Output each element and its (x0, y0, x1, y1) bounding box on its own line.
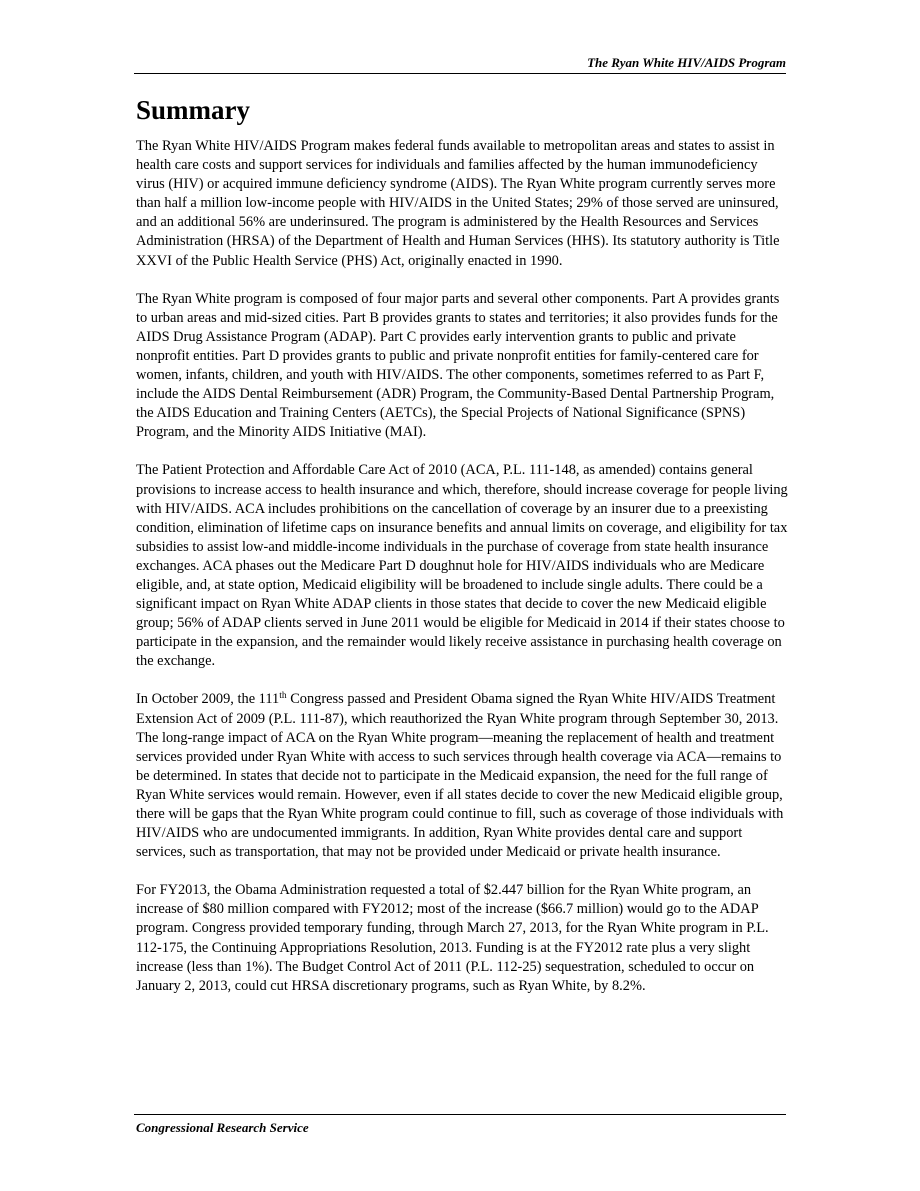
paragraph-4 (136, 690, 788, 862)
paragraph-4-lead: In October 2009, the 111 (136, 691, 280, 708)
running-footer: Congressional Research Service (136, 1120, 309, 1135)
footer-divider (134, 1114, 786, 1115)
paragraph-3: The Patient Protection and Affordable Care Act of 2010 (ACA, P.L. 111-148, as amended) contains general provisions to increase access to health insurance and which, therefore, should increase coverage for people living with HIV/AIDS. ACA includes prohibitions on the cancellation of coverage by an insurer due to a preexisting condition, elimination of lifetime caps on insurance benefits and annual limits on coverage, and eligibility for tax subsidies to assist low-and middle-income individuals in the purchase of coverage from state health insurance exchanges. ACA phases out the Medicare Part D doughnut hole for HIV/AIDS individuals who are Medicare eligible, and, at state option, Medicaid eligibility will be broadened to include single adults. There could be a significant impact on Ryan White ADAP clients in those states that decide to cover the new Medicaid eligible group; 56% of ADAP clients served in June 2011 would be eligible for Medicaid in 2014 if their states choose to participate in the expansion, and the remainder would likely receive assistance in purchasing health coverage on the exchange. (136, 462, 788, 670)
header-divider (134, 73, 786, 74)
page-title: Summary (136, 95, 250, 125)
paragraph-1: The Ryan White HIV/AIDS Program makes federal funds available to metropolitan areas and states to assist in health care costs and support services for individuals and families affected by the human immunodeficiency virus (HIV) or acquired immune deficiency syndrome (AIDS). The Ryan White program currently serves more than half a million low-income people with HIV/AIDS in the United States; 29% of those served are uninsured, and an additional 56% are underinsured. The program is administered by the Health Resources and Services Administration (HRSA) of the Department of Health and Human Services (HHS). Its statutory authority is Title XXVI of the Public Health Service (PHS) Act, originally enacted in 1990. (136, 138, 780, 269)
paragraph-5: For FY2013, the Obama Administration requested a total of $2.447 billion for the Ryan White program, an increase of $80 million compared with FY2012; most of the increase ($66.7 million) would go to the ADAP program. Congress provided temporary funding, through March 27, 2013, for the Ryan White program in P.L. 112-175, the Continuing Appropriations Resolution, 2013. Funding is at the FY2012 rate plus a very slight increase (less than 1%). The Budget Control Act of 2011 (P.L. 112-25) sequestration, scheduled to occur on January 2, 2013, could cut HRSA discretionary programs, such as Ryan White, by 8.2%. (136, 882, 769, 994)
summary-body (136, 137, 788, 1015)
ordinal-superscript: th (279, 691, 287, 702)
paragraph-2: The Ryan White program is composed of four major parts and several other components. Part A provides grants to urban areas and mid-sized cities. Part B provides grants to states and territories; it also provides funds for the AIDS Drug Assistance Program (ADAP). Part C provides early intervention grants to public and private nonprofit entities. Part D provides grants to public and private nonprofit entities for family-centered care for women, infants, children, and youth with HIV/AIDS. The other components, sometimes referred to as Part F, include the AIDS Dental Reimbursement (ADR) Program, the Community-Based Dental Partnership Program, the AIDS Education and Training Centers (AETCs), the Special Projects of National Significance (SPNS) Program, and the Minority AIDS Initiative (MAI). (136, 290, 780, 441)
running-header: The Ryan White HIV/AIDS Program (587, 55, 786, 70)
paragraph-4-rest: Congress passed and President Obama signed the Ryan White HIV/AIDS Treatment Extension Act of 2009 (P.L. 111-87), which reauthorized the Ryan White program through September 30, 2013. The long-range impact of ACA on the Ryan White program—meaning the replacement of health and treatment services provided under Ryan White with access to such services through health coverage via ACA—remains to be determined. In states that decide not to participate in the Medicaid expansion, the need for the full range of Ryan White services would remain. However, even if all states decide to cover the new Medicaid eligible group, there will be gaps that the Ryan White program could continue to fill, such as coverage of those individuals with HIV/AIDS who are undocumented immigrants. In addition, Ryan White provides dental care and support services, such as transportation, that may not be provided under Medicaid or private health insurance. (136, 691, 784, 861)
